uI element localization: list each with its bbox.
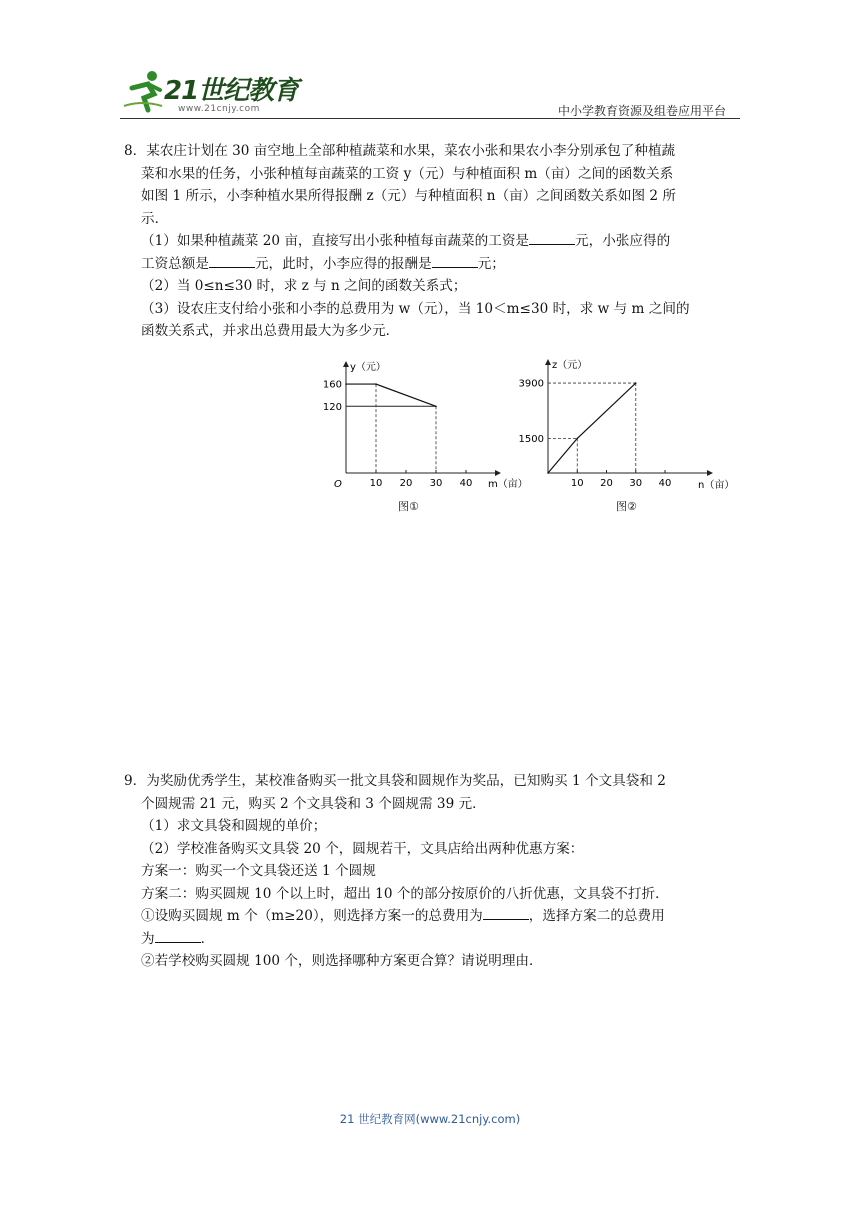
y-tick-label: 1500 bbox=[518, 433, 544, 445]
q9-sub1-text: ①设购买圆规 m 个（m≥20），则选择方案一的总费用为 bbox=[141, 908, 483, 924]
q8-p1-text: （1）如果种植蔬菜 20 亩，直接写出小张种植每亩蔬菜的工资是 bbox=[141, 233, 530, 249]
y-tick-label: 120 bbox=[322, 401, 342, 413]
q8-part-3-cont: 函数关系式，并求出总费用最大为多少元． bbox=[141, 323, 400, 339]
data-point bbox=[375, 383, 377, 385]
figure-2-caption: 图② bbox=[616, 500, 637, 513]
x-axis-label: n（亩） bbox=[698, 480, 735, 491]
answer-blank[interactable] bbox=[155, 928, 201, 943]
figure-1-chart bbox=[318, 356, 528, 496]
figure-2 bbox=[518, 356, 738, 513]
q8-number: 8． bbox=[124, 143, 147, 159]
q9-number: 9． bbox=[124, 773, 147, 789]
series-segment bbox=[376, 384, 436, 406]
figure-1 bbox=[318, 356, 528, 513]
x-tick-label: 40 bbox=[658, 478, 672, 489]
x-tick-label: 20 bbox=[399, 478, 413, 489]
figure-1-caption: 图① bbox=[398, 500, 419, 513]
q9-sub1-text: 为 bbox=[141, 930, 155, 947]
q8-p1-text: 元，此时，小李应得的报酬是 bbox=[254, 255, 432, 272]
q8-stem-line-4: 示． bbox=[141, 210, 169, 227]
logo bbox=[120, 62, 320, 122]
series-segment bbox=[577, 383, 636, 438]
origin-label: O bbox=[334, 479, 342, 490]
question-9 bbox=[124, 770, 736, 973]
q9-stem-text: 为奖励优秀学生，某校准备购买一批文具袋和圆规作为奖品，已知购买 1 个文具袋和 2 bbox=[146, 773, 666, 789]
x-tick-label: 40 bbox=[459, 478, 473, 489]
q8-p1-text: 工资总额是 bbox=[141, 255, 209, 272]
data-point bbox=[547, 472, 549, 474]
q8-part-1 bbox=[124, 230, 736, 253]
x-tick-label: 30 bbox=[429, 478, 443, 489]
q9-sub-1-cont bbox=[124, 928, 736, 951]
q9-sub1-text: ． bbox=[200, 930, 215, 947]
q8-part-2: （2）当 0≤n≤30 时，求 z 与 n 之间的函数关系式； bbox=[141, 278, 467, 294]
q8-part-3: （3）设农庄支付给小张和小李的总费用为 w（元），当 10＜m≤30 时，求 w 与 m 之间的 bbox=[141, 300, 690, 317]
q8-p1-text: 元，小张应得的 bbox=[575, 233, 671, 249]
x-tick-label: 30 bbox=[629, 478, 643, 489]
runner-logo-icon bbox=[122, 68, 166, 112]
x-tick-label: 10 bbox=[369, 478, 383, 489]
q9-sub-1 bbox=[124, 905, 736, 928]
q8-p1-text: 元； bbox=[477, 255, 505, 272]
q9-part-2: （2）学校准备购买文具袋 20 个，圆规若干，文具店给出两种优惠方案： bbox=[141, 840, 584, 857]
y-axis-label: z（元） bbox=[552, 360, 588, 371]
x-tick-label: 20 bbox=[600, 478, 613, 489]
figure-2-chart bbox=[518, 356, 738, 496]
y-tick-label: 3900 bbox=[518, 378, 544, 390]
x-axis-label: m（亩） bbox=[488, 479, 528, 490]
q8-stem-line-3: 如图 1 所示，小李种植水果所得报酬 z（元）与种植面积 n（亩）之间函数关系如图 2 所 bbox=[141, 188, 676, 204]
logo-text: 21世纪教育 bbox=[164, 76, 299, 106]
answer-blank[interactable] bbox=[483, 905, 529, 920]
question-8 bbox=[124, 140, 736, 343]
q9-plan-1: 方案一：购买一个文具袋还送 1 个圆规 bbox=[141, 863, 376, 879]
series-segment bbox=[548, 438, 577, 473]
x-tick-label: 10 bbox=[570, 478, 584, 489]
q8-part-1-cont bbox=[124, 253, 736, 276]
q9-stem-line-1 bbox=[124, 770, 736, 793]
q9-part-1: （1）求文具袋和圆规的单价； bbox=[141, 818, 327, 834]
data-point bbox=[576, 438, 578, 440]
header-divider bbox=[120, 118, 740, 119]
q9-sub1-text: ，选择方案二的总费用 bbox=[528, 908, 665, 924]
data-point bbox=[435, 406, 437, 408]
q9-plan-2: 方案二：购买圆规 10 个以上时，超出 10 个的部分按原价的八折优惠，文具袋不打折． bbox=[141, 885, 669, 902]
y-axis-label: y（元） bbox=[350, 362, 386, 373]
q8-stem-line-2: 菜和水果的任务，小张种植每亩蔬菜的工资 y（元）与种植面积 m（亩）之间的函数关系 bbox=[141, 165, 674, 182]
answer-blank[interactable] bbox=[529, 230, 575, 245]
q8-stem-text: 某农庄计划在 30 亩空地上全部种植蔬菜和水果，菜农小张和果农小李分别承包了种植蔬 bbox=[146, 143, 676, 159]
page-footer: 21 世纪教育网(www.21cnjy.com) bbox=[339, 1112, 521, 1126]
header-platform-label: 中小学教育资源及组卷应用平台 bbox=[557, 104, 726, 118]
answer-blank[interactable] bbox=[209, 253, 255, 268]
answer-blank[interactable] bbox=[432, 253, 478, 268]
y-tick-label: 160 bbox=[322, 379, 342, 391]
q9-sub-2: ②若学校购买圆规 100 个，则选择哪种方案更合算？请说明理由． bbox=[141, 953, 543, 969]
logo-url: www.21cnjy.com bbox=[178, 104, 260, 114]
data-point bbox=[635, 382, 637, 384]
q8-stem-line-1 bbox=[124, 140, 736, 163]
data-point bbox=[345, 383, 347, 385]
q9-stem-line-2: 个圆规需 21 元，购买 2 个文具袋和 3 个圆规需 39 元． bbox=[141, 795, 486, 812]
page-header bbox=[120, 62, 740, 122]
